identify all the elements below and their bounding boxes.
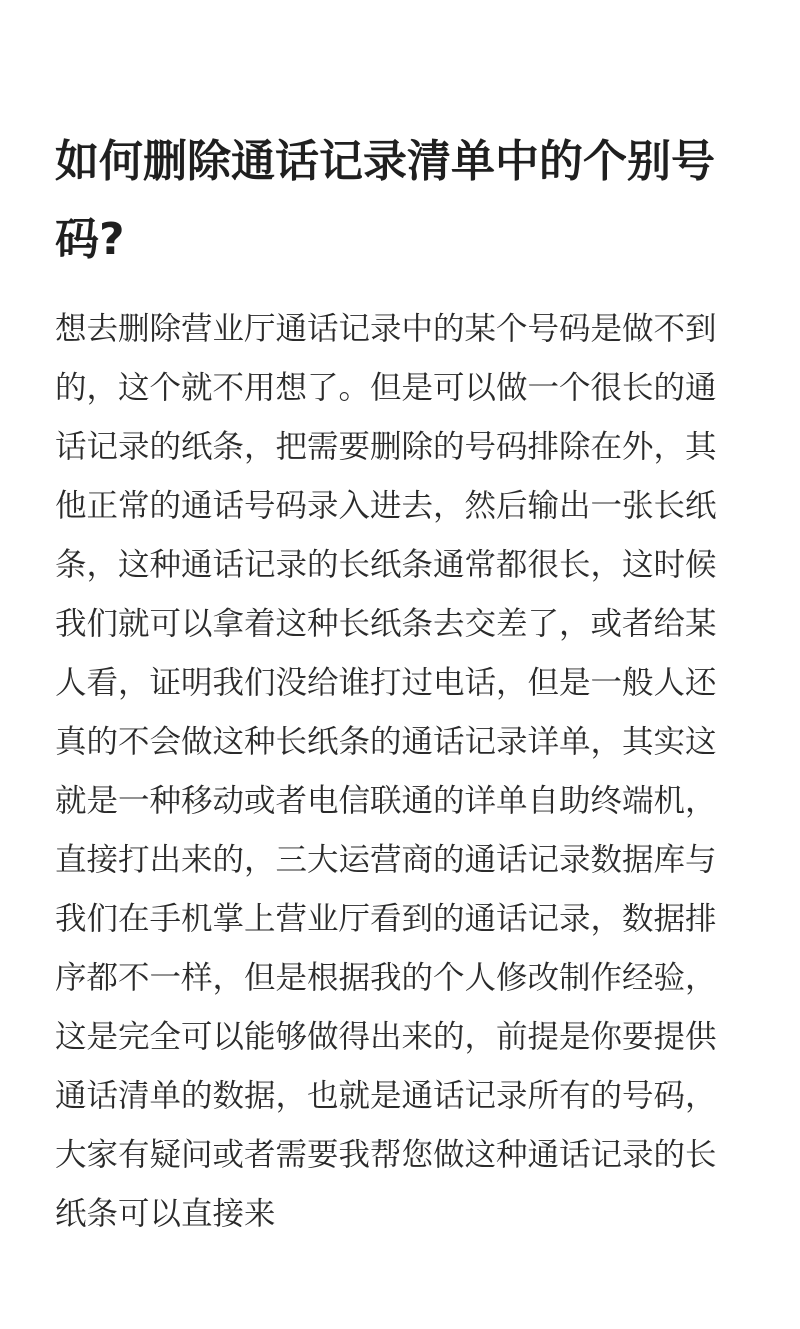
article-body: 想去删除营业厅通话记录中的某个号码是做不到的，这个就不用想了。但是可以做一个很长的通话记录的纸条，把需要删除的号码排除在外，其他正常的通话号码录入进去，然后输出一张长纸条，这种通话记录的长纸条通常都很长，这时候我们就可以拿着这种长纸条去交差了，或者给某人看，证明我们没给谁打过电话，但是一般人还真的不会做这种长纸条的通话记录详单，其实这就是一种移动或者电信联通的详单自助终端机，直接打出来的，三大运营商的通话记录数据库与我们在手机掌上营业厅看到的通话记录，数据排序都不一样，但是根据我的个人修改制作经验，这是完全可以能够做得出来的，前提是你要提供通话清单的数据，也就是通话记录所有的号码，大家有疑问或者需要我帮您做这种通话记录的长纸条可以直接来 <box>55 311 717 1232</box>
article-title: 如何删除通话记录清单中的个别号码? <box>55 136 715 265</box>
